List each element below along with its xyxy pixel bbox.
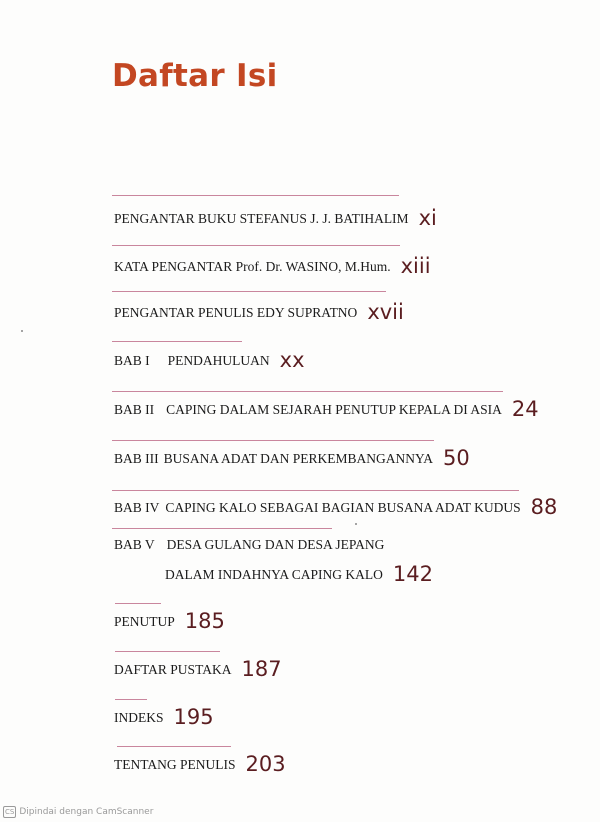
toc-entry-label: DAFTAR PUSTAKA: [114, 662, 232, 677]
toc-entry[interactable]: [114, 655, 282, 679]
toc-entry-label: PENGANTAR BUKU STEFANUS J. J. BATIHALIM: [114, 211, 409, 226]
toc-chapter-number: BAB IV: [114, 500, 160, 515]
entry-rule: [112, 291, 386, 292]
toc-entry-label: CAPING KALO SEBAGAI BAGIAN BUSANA ADAT KUDUS: [165, 500, 521, 515]
toc-entry-label: PENGANTAR PENULIS EDY SUPRATNO: [114, 305, 358, 320]
toc-entry-page: xvii: [367, 300, 404, 324]
toc-entry[interactable]: [114, 493, 557, 517]
toc-entry-page: xx: [279, 348, 305, 372]
toc-entry-page: xiii: [400, 254, 431, 278]
toc-entry-label: INDEKS: [114, 710, 164, 725]
toc-entry-continuation[interactable]: [165, 560, 433, 584]
toc-entry-page: xi: [418, 206, 437, 230]
toc-entry-page: 142: [392, 562, 433, 586]
entry-rule: [112, 341, 242, 342]
toc-entry[interactable]: [114, 703, 214, 727]
entry-rule: [115, 651, 220, 652]
toc-entry[interactable]: [114, 750, 286, 774]
toc-entry-page: 203: [245, 752, 286, 776]
camscanner-icon: CS: [5, 808, 15, 816]
page-title: Daftar Isi: [112, 58, 278, 94]
toc-entry[interactable]: [114, 395, 539, 419]
toc-entry-page: 24: [511, 397, 539, 421]
toc-entry-label-continued: DALAM INDAHNYA CAPING KALO: [165, 567, 383, 582]
toc-entry-label: BUSANA ADAT DAN PERKEMBANGANNYA: [163, 451, 434, 466]
toc-entry-page: 88: [530, 495, 558, 519]
toc-entry-page: 50: [443, 446, 470, 470]
entry-rule: [112, 245, 400, 246]
entry-rule: [115, 603, 161, 604]
toc-entry-page: 187: [241, 657, 282, 681]
toc-entry-label: PENUTUP: [114, 614, 175, 629]
toc-entry-label: CAPING DALAM SEJARAH PENUTUP KEPALA DI ASIA: [166, 402, 502, 417]
entry-rule: [112, 391, 503, 392]
entry-rule: [117, 746, 231, 747]
toc-chapter-number: BAB I: [114, 353, 150, 368]
toc-entry[interactable]: [114, 298, 404, 322]
scan-speck: [355, 523, 357, 525]
entry-rule: [112, 440, 434, 441]
toc-chapter-number: BAB III: [114, 451, 159, 466]
toc-entry[interactable]: [114, 346, 305, 370]
scan-speck: [21, 330, 23, 332]
toc-entry[interactable]: [114, 537, 384, 553]
toc-entry[interactable]: [114, 607, 225, 631]
entry-rule: [112, 528, 332, 529]
entry-rule: [115, 699, 147, 700]
toc-entry-label: DESA GULANG DAN DESA JEPANG: [166, 537, 385, 552]
toc-entry-page: 185: [184, 609, 225, 633]
toc-entry-label: PENDAHULUAN: [167, 353, 270, 368]
toc-chapter-number: BAB II: [114, 402, 155, 417]
toc-entry[interactable]: [114, 204, 437, 228]
toc-entry-page: 195: [173, 705, 214, 729]
scanner-watermark-text: Dipindai dengan CamScanner: [19, 807, 154, 817]
entry-rule: [112, 490, 519, 491]
toc-entry-label: TENTANG PENULIS: [114, 757, 236, 772]
toc-entry[interactable]: [114, 252, 431, 276]
toc-entry-label: KATA PENGANTAR Prof. Dr. WASINO, M.Hum.: [114, 259, 391, 274]
entry-rule: [112, 195, 399, 196]
toc-chapter-number: BAB V: [114, 537, 155, 552]
toc-entry[interactable]: [114, 444, 470, 468]
scanner-watermark: [3, 806, 153, 818]
